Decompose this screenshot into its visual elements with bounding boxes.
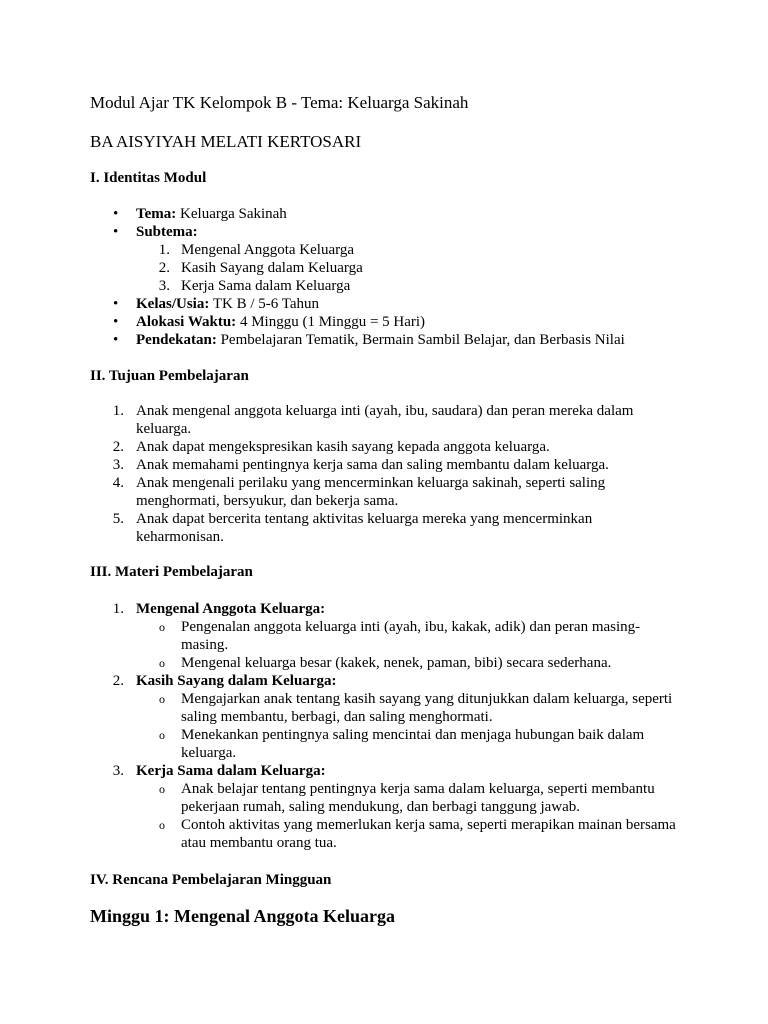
list-number: 2. xyxy=(112,439,124,455)
tema-item xyxy=(136,205,287,223)
circle-bullet-icon: o xyxy=(159,818,165,832)
tujuan-line: keluarga. xyxy=(136,421,192,437)
subtema-label: Subtema: xyxy=(136,224,198,240)
section-heading-identitas: I. Identitas Modul xyxy=(90,170,207,186)
list-number: 3. xyxy=(112,763,124,779)
circle-bullet-icon: o xyxy=(159,692,165,706)
list-number: 3. xyxy=(112,457,124,473)
materi-point: Pengenalan anggota keluarga inti (ayah, ibu, kakak, adik) dan peran masing- xyxy=(181,619,641,635)
kelas-value: TK B / 5-6 Tahun xyxy=(209,296,319,312)
circle-bullet-icon: o xyxy=(159,620,165,634)
alokasi-label: Alokasi Waktu: xyxy=(136,314,237,330)
list-number: 4. xyxy=(112,475,124,491)
kelas-label: Kelas/Usia: xyxy=(136,296,210,312)
bullet-icon: • xyxy=(113,332,119,348)
tujuan-line: Anak memahami pentingnya kerja sama dan saling membantu dalam keluarga. xyxy=(136,457,609,473)
tujuan-line: Anak mengenal anggota keluarga inti (ayah, ibu, saudara) dan peran mereka dalam xyxy=(136,403,634,419)
week-1-heading: Minggu 1: Mengenal Anggota Keluarga xyxy=(90,906,395,926)
list-number: 1. xyxy=(112,403,124,419)
subtema-entry: Kasih Sayang dalam Keluarga xyxy=(181,260,363,276)
tema-value: Keluarga Sakinah xyxy=(176,206,287,222)
materi-point: Mengenal keluarga besar (kakek, nenek, paman, bibi) secara sederhana. xyxy=(181,655,612,671)
materi-point: Mengajarkan anak tentang kasih sayang yang ditunjukkan dalam keluarga, seperti xyxy=(181,691,673,707)
list-number: 3. xyxy=(158,278,170,294)
materi-point: pekerjaan rumah, saling mendukung, dan berbagi tanggung jawab. xyxy=(181,799,581,815)
section-heading-materi: III. Materi Pembelajaran xyxy=(90,564,253,580)
list-number: 2. xyxy=(158,260,170,276)
bullet-icon: • xyxy=(113,296,119,312)
subtema-entry: Kerja Sama dalam Keluarga xyxy=(181,278,351,294)
bullet-icon: • xyxy=(113,314,119,330)
list-number: 2. xyxy=(112,673,124,689)
tujuan-line: Anak dapat mengekspresikan kasih sayang kepada anggota keluarga. xyxy=(136,439,550,455)
tujuan-line: menghormati, bersyukur, dan bekerja sama. xyxy=(136,493,399,509)
subtema-entry: Mengenal Anggota Keluarga xyxy=(181,242,355,258)
materi-title xyxy=(136,762,326,780)
list-number: 1. xyxy=(112,601,124,617)
materi-title-text: Kasih Sayang dalam Keluarga: xyxy=(136,673,337,689)
materi-title xyxy=(136,672,336,690)
materi-point: masing. xyxy=(181,637,229,653)
section-heading-rencana: IV. Rencana Pembelajaran Mingguan xyxy=(90,872,332,888)
tujuan-line: keharmonisan. xyxy=(136,529,224,545)
subtema-item xyxy=(136,223,198,241)
circle-bullet-icon: o xyxy=(159,728,165,742)
pendekatan-item xyxy=(136,331,625,349)
tema-label: Tema: xyxy=(136,206,177,222)
section-heading-tujuan: II. Tujuan Pembelajaran xyxy=(90,368,249,384)
tujuan-line: Anak mengenali perilaku yang mencerminkan keluarga sakinah, seperti saling xyxy=(136,475,606,491)
alokasi-value: 4 Minggu (1 Minggu = 5 Hari) xyxy=(236,314,426,330)
kelas-item xyxy=(136,295,319,313)
pendekatan-value: Pembelajaran Tematik, Bermain Sambil Belajar, dan Berbasis Nilai xyxy=(216,332,625,348)
list-number: 1. xyxy=(158,242,170,258)
school-name: BA AISYIYAH MELATI KERTOSARI xyxy=(90,132,362,151)
tujuan-line: Anak dapat bercerita tentang aktivitas keluarga mereka yang mencerminkan xyxy=(136,511,593,527)
materi-point: Anak belajar tentang pentingnya kerja sama dalam keluarga, seperti membantu xyxy=(181,781,655,797)
alokasi-item xyxy=(136,313,425,331)
materi-point: Contoh aktivitas yang memerlukan kerja sama, seperti merapikan mainan bersama xyxy=(181,817,676,833)
materi-point: Menekankan pentingnya saling mencintai dan menjaga hubungan baik dalam xyxy=(181,727,645,743)
pendekatan-label: Pendekatan: xyxy=(136,332,217,348)
circle-bullet-icon: o xyxy=(159,782,165,796)
bullet-icon: • xyxy=(113,206,119,222)
materi-point: atau membantu orang tua. xyxy=(181,835,337,851)
materi-title-text: Mengenal Anggota Keluarga: xyxy=(136,601,326,617)
document-title: Modul Ajar TK Kelompok B - Tema: Keluarga Sakinah xyxy=(90,93,469,112)
bullet-icon: • xyxy=(113,224,119,240)
materi-title xyxy=(136,600,325,618)
circle-bullet-icon: o xyxy=(159,656,165,670)
materi-point: saling membantu, berbagi, dan saling menghormati. xyxy=(181,709,493,725)
materi-point: keluarga. xyxy=(181,745,237,761)
list-number: 5. xyxy=(112,511,124,527)
materi-title-text: Kerja Sama dalam Keluarga: xyxy=(136,763,326,779)
